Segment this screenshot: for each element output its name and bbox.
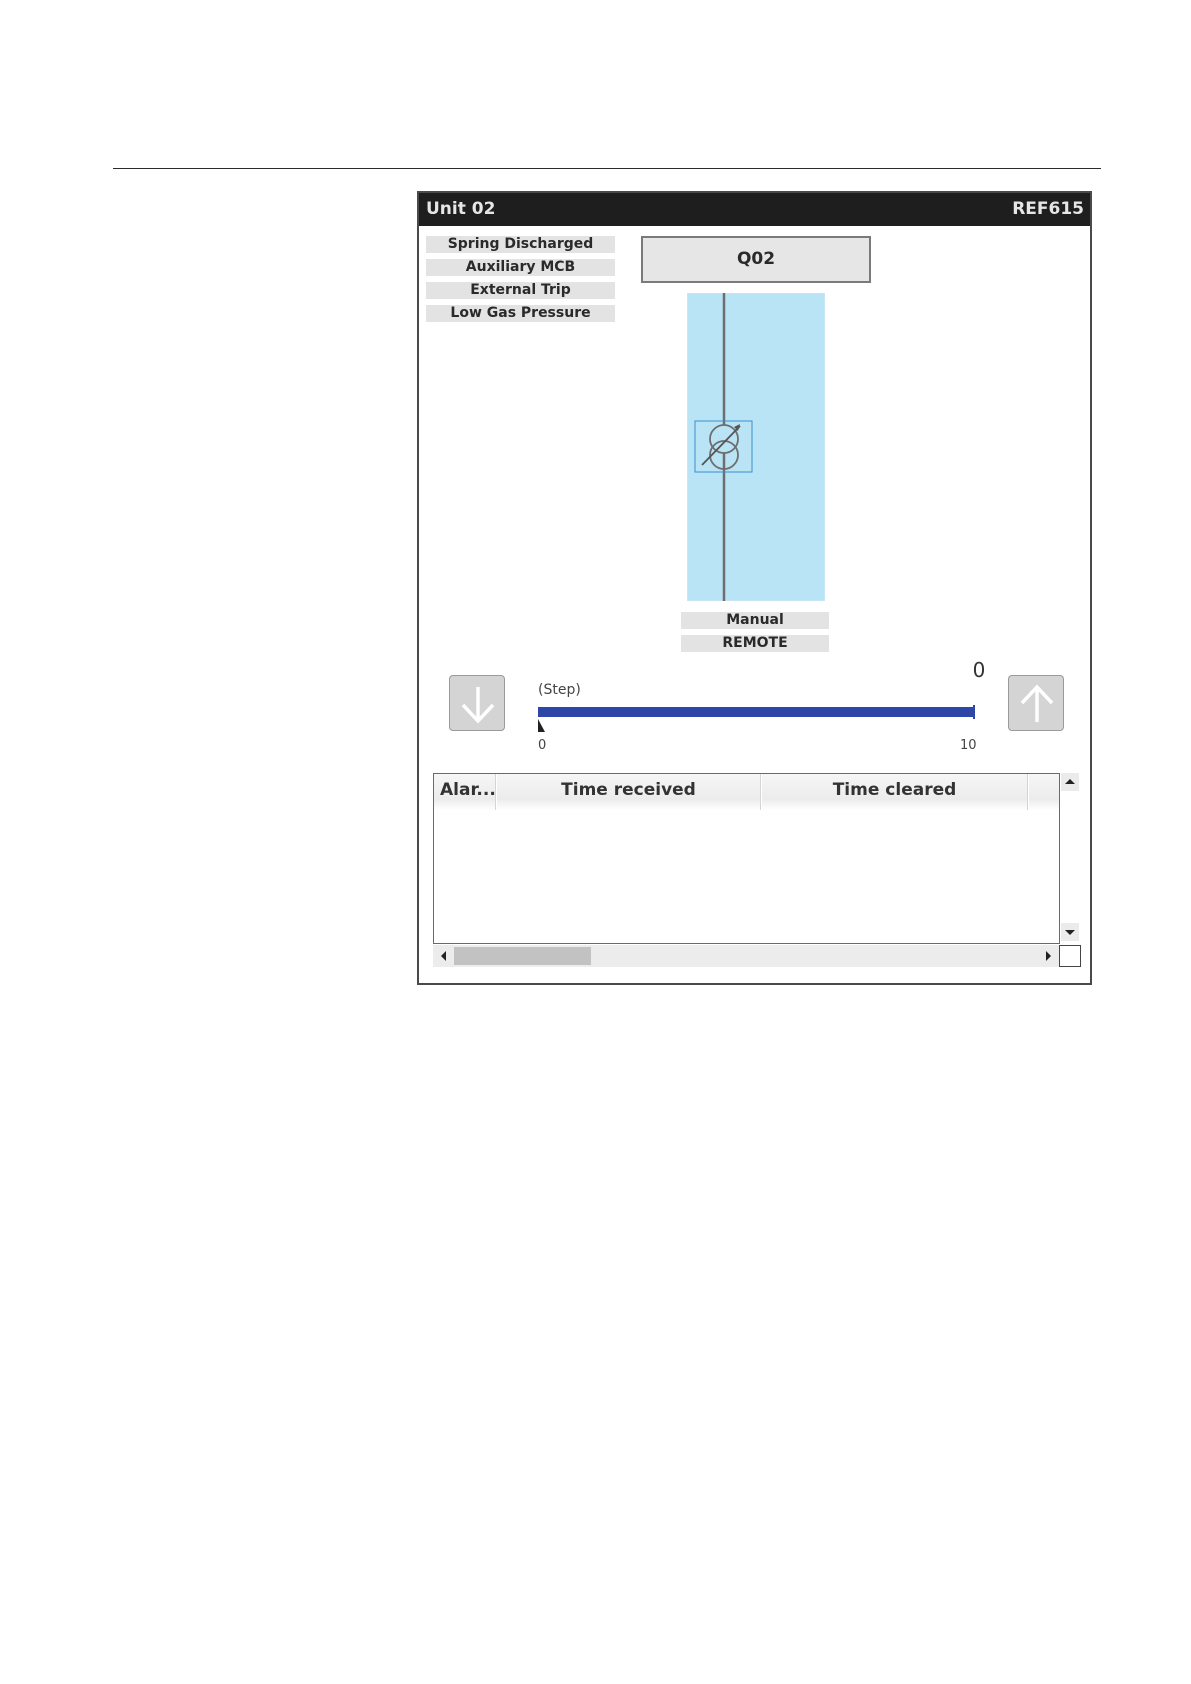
alarm-grid[interactable] [433, 773, 1060, 944]
horizontal-scrollbar[interactable] [433, 945, 1060, 967]
tap-position-track [538, 707, 974, 717]
arrow-up-icon [1009, 676, 1065, 732]
scroll-right-icon[interactable] [1039, 947, 1057, 965]
column-header-filler [1029, 774, 1059, 810]
page-header-rule [113, 168, 1101, 169]
arrow-down-icon [450, 676, 506, 732]
tap-position-marker [537, 719, 547, 733]
tap-raise-button[interactable] [1008, 675, 1064, 731]
alarm-label-low-gas-pressure: Low Gas Pressure [426, 305, 615, 322]
alarm-label-auxiliary-mcb: Auxiliary MCB [426, 259, 615, 276]
column-header-time-cleared[interactable]: Time cleared [762, 774, 1028, 810]
unit-title: Unit 02 [426, 199, 496, 219]
scrollbar-corner [1059, 945, 1081, 967]
alarm-label-external-trip: External Trip [426, 282, 615, 299]
table-header-row [434, 774, 1059, 810]
scroll-left-icon[interactable] [435, 947, 453, 965]
column-header-alarm[interactable]: Alar... [434, 774, 496, 810]
tap-lower-button[interactable] [449, 675, 505, 731]
bay-diagram[interactable] [687, 293, 825, 601]
column-header-time-received-label: Time received [561, 780, 696, 800]
tap-min-label: 0 [538, 738, 547, 753]
horizontal-scroll-thumb[interactable] [454, 947, 591, 965]
vertical-scrollbar[interactable] [1061, 773, 1079, 944]
alarm-list-table [433, 773, 1079, 969]
bay-background [687, 293, 825, 601]
tap-track-end [973, 705, 975, 719]
tap-max-label: 10 [960, 738, 977, 753]
alarm-label-spring-discharged: Spring Discharged [426, 236, 615, 253]
scroll-up-button[interactable] [1061, 773, 1079, 791]
mode-label-manual: Manual [681, 612, 829, 629]
unit-panel [417, 191, 1092, 985]
tap-position-value: 0 [972, 658, 986, 682]
mode-label-remote: REMOTE [681, 635, 829, 652]
scroll-down-button[interactable] [1061, 923, 1079, 941]
device-q02-button[interactable]: Q02 [641, 236, 871, 283]
scroll-up-icon [1061, 773, 1079, 791]
device-model: REF615 [1012, 199, 1084, 219]
scroll-down-icon [1061, 923, 1079, 941]
column-header-time-received[interactable] [497, 774, 761, 810]
tap-step-caption: (Step) [538, 682, 581, 698]
title-bar [419, 193, 1090, 226]
